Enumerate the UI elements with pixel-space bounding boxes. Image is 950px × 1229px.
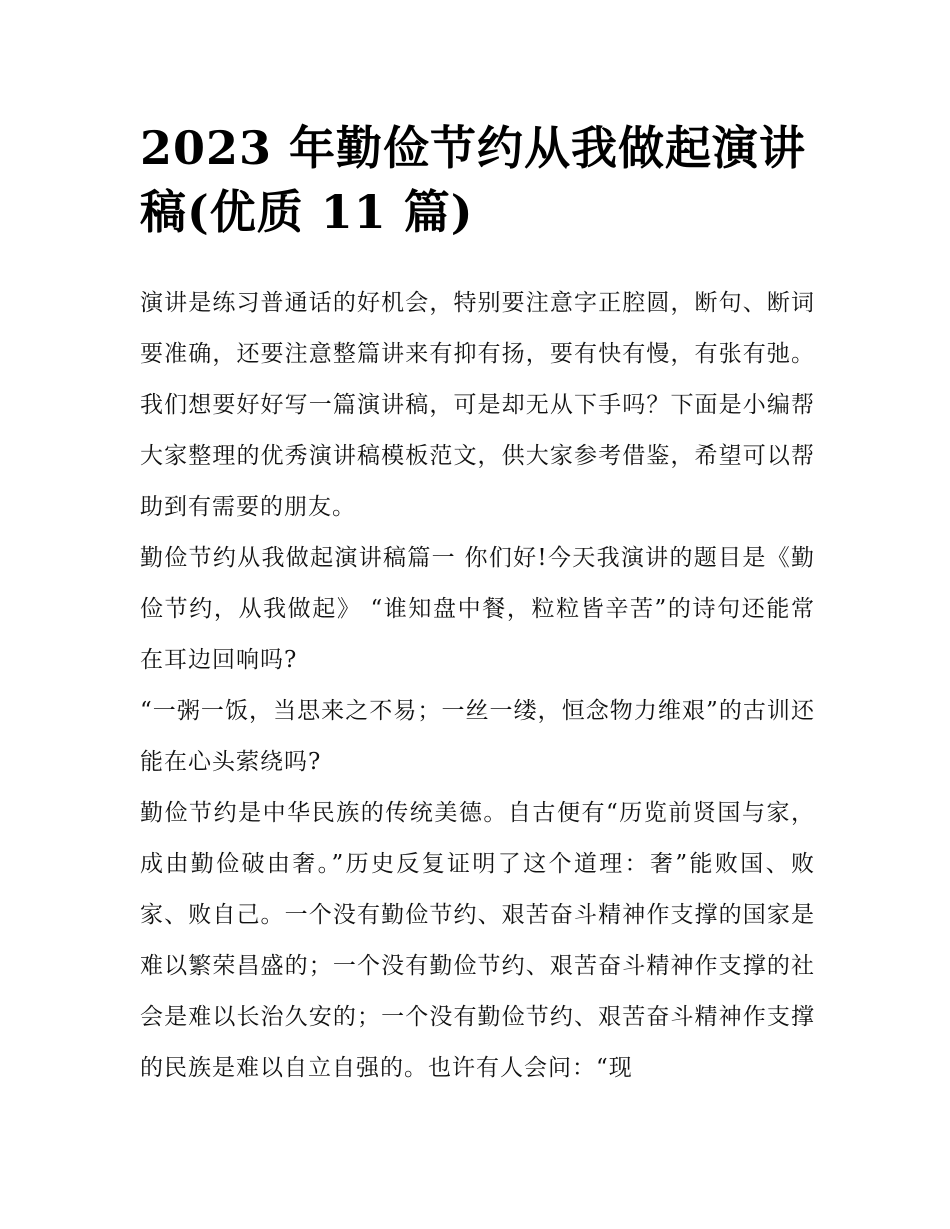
document-body — [140, 278, 815, 1094]
paragraph-virtue: 勤俭节约是中华民族的传统美德。自古便有“历览前贤国与家，成由勤俭破由奢。”历史反复证明了这个道理：奢”能败国、败家、败自己。一个没有勤俭节约、艰苦奋斗精神作支撑的国家是难以繁荣昌盛的；一个没有勤俭节约、艰苦奋斗精神作支撑的社会是难以长治久安的；一个没有勤俭节约、艰苦奋斗精神作支撑的民族是难以自立自强的。也许有人会问：“现 — [140, 800, 815, 1081]
paragraph-ancient-motto: “一粥一饭，当思来之不易；一丝一缕，恒念物力维艰”的古训还能在心头萦绕吗? — [140, 698, 815, 775]
document-title: 2023 年勤俭节约从我做起演讲稿(优质 11 篇) — [140, 121, 807, 239]
paragraph-speech-opening: 勤俭节约从我做起演讲稿篇一 你们好!今天我演讲的题目是《勤俭节约，从我做起》 “谁知盘中餐，粒粒皆辛苦”的诗句还能常在耳边回响吗? — [140, 545, 815, 673]
paragraph-intro: 演讲是练习普通话的好机会，特别要注意字正腔圆，断句、断词要准确，还要注意整篇讲来有抑有扬，要有快有慢，有张有弛。我们想要好好写一篇演讲稿，可是却无从下手吗？下面是小编帮大家整理的优秀演讲稿模板范文，供大家参考借鉴，希望可以帮助到有需要的朋友。 — [140, 290, 815, 520]
